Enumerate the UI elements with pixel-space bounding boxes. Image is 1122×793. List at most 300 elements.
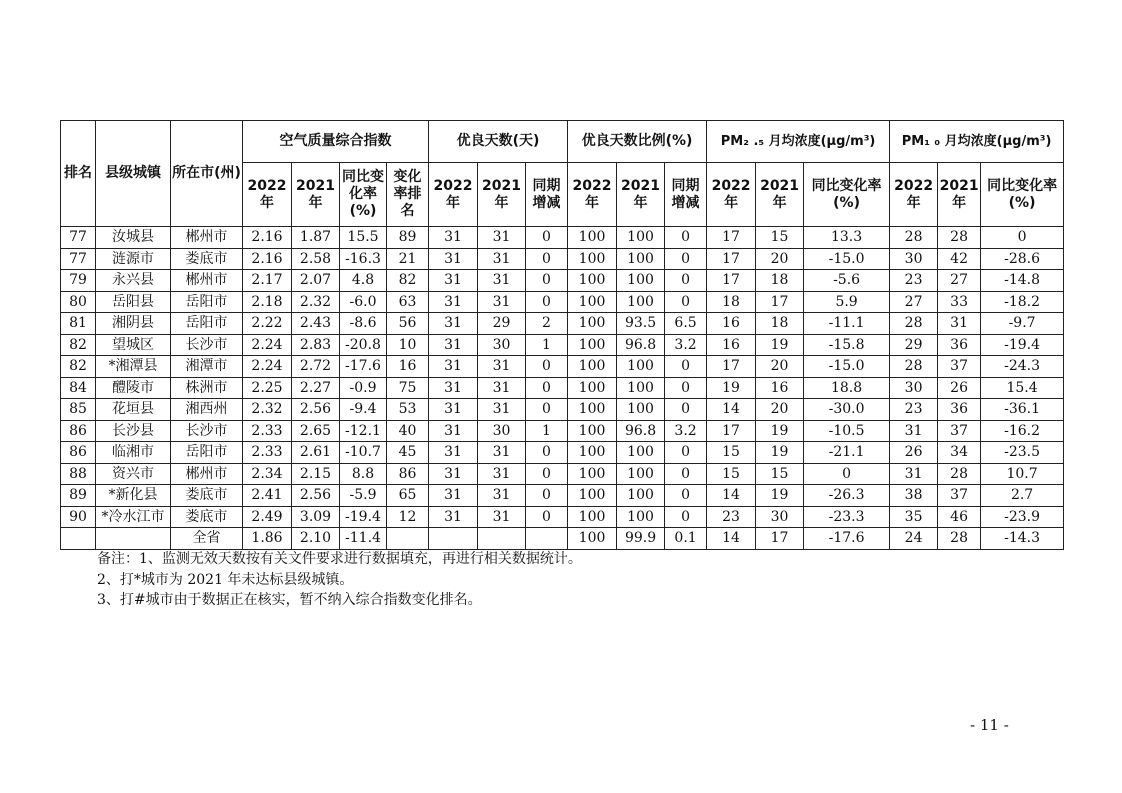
table-cell: 永兴县 xyxy=(96,270,171,292)
table-cell: 2.61 xyxy=(292,442,340,464)
table-cell: -16.2 xyxy=(981,420,1064,442)
table-cell: 醴陵市 xyxy=(96,377,171,399)
table-cell: 2.33 xyxy=(243,442,292,464)
table-cell xyxy=(429,528,478,550)
table-cell: 2.49 xyxy=(243,506,292,528)
table-cell: 全省 xyxy=(171,528,243,550)
table-cell: -5.9 xyxy=(340,485,387,507)
table-cell: -14.3 xyxy=(981,528,1064,550)
header-pm10-yoy: 同比变化率(%) xyxy=(981,163,1064,227)
table-cell: 2.07 xyxy=(292,270,340,292)
table-cell: 31 xyxy=(890,420,938,442)
table-cell: -17.6 xyxy=(340,356,387,378)
table-cell: 岳阳市 xyxy=(171,313,243,335)
table-cell: 82 xyxy=(387,270,429,292)
table-cell: 8.8 xyxy=(340,463,387,485)
table-cell: 30 xyxy=(890,377,938,399)
table-cell: 31 xyxy=(478,442,526,464)
table-cell: 99.9 xyxy=(617,528,665,550)
table-cell: 100 xyxy=(617,506,665,528)
table-cell: 娄底市 xyxy=(171,485,243,507)
header-group-aqi: 空气质量综合指数 xyxy=(243,121,429,163)
table-cell: 1 xyxy=(526,334,568,356)
table-cell xyxy=(526,528,568,550)
table-cell: 28 xyxy=(890,227,938,249)
table-cell: 2 xyxy=(526,313,568,335)
table-cell: 2.25 xyxy=(243,377,292,399)
table-cell: -26.3 xyxy=(804,485,890,507)
table-cell: 14 xyxy=(707,528,756,550)
table-cell: 31 xyxy=(429,442,478,464)
table-cell: 100 xyxy=(568,291,617,313)
table-cell: 20 xyxy=(756,356,804,378)
table-cell: 15 xyxy=(707,442,756,464)
table-cell: 31 xyxy=(890,463,938,485)
table-cell: 28 xyxy=(938,227,981,249)
table-cell: 100 xyxy=(568,377,617,399)
table-cell: 10 xyxy=(387,334,429,356)
table-cell: 2.16 xyxy=(243,248,292,270)
table-cell: 33 xyxy=(938,291,981,313)
table-cell: 17 xyxy=(756,528,804,550)
table-cell: 100 xyxy=(568,356,617,378)
table-cell: 42 xyxy=(938,248,981,270)
table-cell: 29 xyxy=(478,313,526,335)
table-cell: 2.16 xyxy=(243,227,292,249)
table-row xyxy=(61,485,1064,507)
table-cell: 100 xyxy=(617,356,665,378)
table-body xyxy=(61,227,1064,550)
table-cell: 娄底市 xyxy=(171,248,243,270)
table-cell: 31 xyxy=(478,227,526,249)
table-cell: 31 xyxy=(429,291,478,313)
table-cell: 28 xyxy=(938,463,981,485)
header-pm25-yoy: 同比变化率(%) xyxy=(804,163,890,227)
table-cell: 17 xyxy=(756,291,804,313)
table-cell: 82 xyxy=(61,334,96,356)
table-cell: -23.5 xyxy=(981,442,1064,464)
header-group-pm10: PM₁ ₀ 月均浓度(μg/m³) xyxy=(890,121,1064,163)
table-cell: 娄底市 xyxy=(171,506,243,528)
header-aqi-rank: 变化率排名 xyxy=(387,163,429,227)
table-cell: 37 xyxy=(938,485,981,507)
table-cell: -10.5 xyxy=(804,420,890,442)
table-cell: 31 xyxy=(429,227,478,249)
table-cell: 100 xyxy=(568,248,617,270)
table-cell: 100 xyxy=(568,442,617,464)
table-cell: 28 xyxy=(890,313,938,335)
table-cell: 15.5 xyxy=(340,227,387,249)
table-cell: 株洲市 xyxy=(171,377,243,399)
table-cell xyxy=(478,528,526,550)
header-days-change: 同期增减 xyxy=(526,163,568,227)
table-row xyxy=(61,506,1064,528)
table-cell: 2.15 xyxy=(292,463,340,485)
table-cell: 15 xyxy=(707,463,756,485)
table-cell: 13.3 xyxy=(804,227,890,249)
table-row xyxy=(61,377,1064,399)
table-cell: 2.32 xyxy=(243,399,292,421)
table-cell: *新化县 xyxy=(96,485,171,507)
table-cell: 31 xyxy=(429,313,478,335)
table-cell: 100 xyxy=(568,463,617,485)
table-cell: 0 xyxy=(665,270,707,292)
table-cell: -9.4 xyxy=(340,399,387,421)
table-cell: 0 xyxy=(526,291,568,313)
table-cell: -24.3 xyxy=(981,356,1064,378)
table-cell: 31 xyxy=(429,248,478,270)
table-cell: 岳阳市 xyxy=(171,291,243,313)
table-cell: 31 xyxy=(478,485,526,507)
table-cell: 100 xyxy=(617,399,665,421)
table-cell: 郴州市 xyxy=(171,227,243,249)
table-cell: 65 xyxy=(387,485,429,507)
table-cell: 2.18 xyxy=(243,291,292,313)
table-cell: 63 xyxy=(387,291,429,313)
table-cell: -15.0 xyxy=(804,356,890,378)
table-cell: 89 xyxy=(61,485,96,507)
header-city: 所在市(州) xyxy=(171,121,243,227)
table-cell: -19.4 xyxy=(981,334,1064,356)
table-cell: 100 xyxy=(617,463,665,485)
table-cell: -11.1 xyxy=(804,313,890,335)
table-cell: -30.0 xyxy=(804,399,890,421)
table-cell: 31 xyxy=(429,270,478,292)
table-cell: 4.8 xyxy=(340,270,387,292)
header-ratio-2022: 2022年 xyxy=(568,163,617,227)
table-cell: 17 xyxy=(707,356,756,378)
table-cell: 100 xyxy=(568,528,617,550)
table-cell: 28 xyxy=(890,356,938,378)
table-cell: 湘西州 xyxy=(171,399,243,421)
table-row xyxy=(61,399,1064,421)
table-cell: 5.9 xyxy=(804,291,890,313)
table-cell: 0 xyxy=(665,506,707,528)
table-cell: 2.7 xyxy=(981,485,1064,507)
table-cell: -5.6 xyxy=(804,270,890,292)
table-cell: 岳阳县 xyxy=(96,291,171,313)
table-cell: -36.1 xyxy=(981,399,1064,421)
table-cell: 89 xyxy=(387,227,429,249)
table-cell: 2.72 xyxy=(292,356,340,378)
table-cell: 26 xyxy=(890,442,938,464)
table-cell: -21.1 xyxy=(804,442,890,464)
table-cell: 0 xyxy=(804,463,890,485)
table-cell: 15 xyxy=(756,463,804,485)
table-cell: 31 xyxy=(478,248,526,270)
header-aqi-yoy: 同比变化率(%) xyxy=(340,163,387,227)
header-rank: 排名 xyxy=(61,121,96,227)
table-cell: 0.1 xyxy=(665,528,707,550)
table-cell: -6.0 xyxy=(340,291,387,313)
table-cell: 2.56 xyxy=(292,399,340,421)
table-cell: 23 xyxy=(707,506,756,528)
table-cell: 0 xyxy=(526,442,568,464)
table-row xyxy=(61,248,1064,270)
table-cell: 75 xyxy=(387,377,429,399)
header-ratio-change: 同期增减 xyxy=(665,163,707,227)
table-cell: 86 xyxy=(61,420,96,442)
table-cell: 1.87 xyxy=(292,227,340,249)
table-cell: 0 xyxy=(665,291,707,313)
table-cell: 20 xyxy=(756,248,804,270)
table-cell: 26 xyxy=(938,377,981,399)
table-row xyxy=(61,270,1064,292)
table-cell: 36 xyxy=(938,334,981,356)
table-cell: -18.2 xyxy=(981,291,1064,313)
page-number: - 11 - xyxy=(970,716,1009,734)
table-row xyxy=(61,334,1064,356)
table-cell: 86 xyxy=(61,442,96,464)
table-cell: -15.0 xyxy=(804,248,890,270)
table-cell: -0.9 xyxy=(340,377,387,399)
table-cell: 100 xyxy=(568,506,617,528)
table-row xyxy=(61,313,1064,335)
table-cell: *冷水江市 xyxy=(96,506,171,528)
table-cell: 2.43 xyxy=(292,313,340,335)
table-cell: 长沙县 xyxy=(96,420,171,442)
table-row xyxy=(61,442,1064,464)
table-cell: 30 xyxy=(890,248,938,270)
table-cell: 81 xyxy=(61,313,96,335)
table-cell: 96.8 xyxy=(617,420,665,442)
table-cell: 花垣县 xyxy=(96,399,171,421)
table-cell: 18.8 xyxy=(804,377,890,399)
table-row xyxy=(61,227,1064,249)
header-aqi-2021: 2021年 xyxy=(292,163,340,227)
table-row xyxy=(61,528,1064,550)
table-cell: 6.5 xyxy=(665,313,707,335)
table-cell: -20.8 xyxy=(340,334,387,356)
table-cell: 2.41 xyxy=(243,485,292,507)
table-cell: 郴州市 xyxy=(171,270,243,292)
table-cell: 85 xyxy=(61,399,96,421)
header-pm10-2021: 2021年 xyxy=(938,163,981,227)
header-pm25-2021: 2021年 xyxy=(756,163,804,227)
table-cell: -16.3 xyxy=(340,248,387,270)
table-cell: -10.7 xyxy=(340,442,387,464)
table-cell: 100 xyxy=(568,270,617,292)
table-cell: 涟源市 xyxy=(96,248,171,270)
table-cell: 2.83 xyxy=(292,334,340,356)
table-cell: 郴州市 xyxy=(171,463,243,485)
table-cell: 31 xyxy=(429,334,478,356)
table-cell: 临湘市 xyxy=(96,442,171,464)
table-cell: 湘阴县 xyxy=(96,313,171,335)
table-cell: 3.2 xyxy=(665,334,707,356)
table-cell: 0 xyxy=(665,463,707,485)
header-group-pm25: PM₂ .₅ 月均浓度(μg/m³) xyxy=(707,121,890,163)
table-cell: 20 xyxy=(756,399,804,421)
table-cell xyxy=(387,528,429,550)
table-cell: 46 xyxy=(938,506,981,528)
table-cell: 12 xyxy=(387,506,429,528)
table-cell: 14 xyxy=(707,399,756,421)
table-cell: 2.33 xyxy=(243,420,292,442)
table-cell: 0 xyxy=(665,248,707,270)
table-cell: 16 xyxy=(756,377,804,399)
table-cell: 30 xyxy=(478,334,526,356)
table-cell: -19.4 xyxy=(340,506,387,528)
table-cell: 17 xyxy=(707,227,756,249)
air-quality-table xyxy=(60,120,1064,550)
table-cell: 53 xyxy=(387,399,429,421)
table-cell: 2.34 xyxy=(243,463,292,485)
table-cell: 34 xyxy=(938,442,981,464)
table-cell: 10.7 xyxy=(981,463,1064,485)
table-cell: 2.24 xyxy=(243,356,292,378)
table-cell: 100 xyxy=(568,334,617,356)
table-cell: 38 xyxy=(890,485,938,507)
table-cell: 2.22 xyxy=(243,313,292,335)
table-cell: 18 xyxy=(756,270,804,292)
table-cell: 0 xyxy=(526,377,568,399)
table-cell: 21 xyxy=(387,248,429,270)
table-cell: 100 xyxy=(617,227,665,249)
table-cell: 24 xyxy=(890,528,938,550)
header-group-good-ratio: 优良天数比例(%) xyxy=(568,121,707,163)
table-cell: 45 xyxy=(387,442,429,464)
table-cell: 100 xyxy=(617,248,665,270)
table-cell: 16 xyxy=(387,356,429,378)
table-cell: 96.8 xyxy=(617,334,665,356)
note-2: 2、打*城市为 2021 年未达标县级城镇。 xyxy=(97,571,354,588)
table-cell: 19 xyxy=(707,377,756,399)
table-cell: 长沙市 xyxy=(171,334,243,356)
table-cell: 17 xyxy=(707,270,756,292)
table-cell: 0 xyxy=(665,442,707,464)
table-cell: 2.32 xyxy=(292,291,340,313)
table-cell: 36 xyxy=(938,399,981,421)
table-cell: 3.2 xyxy=(665,420,707,442)
table-cell: 86 xyxy=(387,463,429,485)
table-cell: 31 xyxy=(429,356,478,378)
table-cell: 0 xyxy=(526,485,568,507)
table-cell: 80 xyxy=(61,291,96,313)
header-county: 县级城镇 xyxy=(96,121,171,227)
table-cell: -9.7 xyxy=(981,313,1064,335)
table-cell: 0 xyxy=(526,356,568,378)
table-cell: 0 xyxy=(526,463,568,485)
table-row xyxy=(61,356,1064,378)
table-cell: 31 xyxy=(429,506,478,528)
table-cell: 31 xyxy=(429,399,478,421)
table-cell: 31 xyxy=(478,291,526,313)
table-cell: 0 xyxy=(526,399,568,421)
table-cell: -23.9 xyxy=(981,506,1064,528)
table-cell: -11.4 xyxy=(340,528,387,550)
header-pm25-2022: 2022年 xyxy=(707,163,756,227)
table-cell: 14 xyxy=(707,485,756,507)
table-cell: 19 xyxy=(756,334,804,356)
table-cell: 0 xyxy=(526,506,568,528)
table-cell: 岳阳市 xyxy=(171,442,243,464)
table-cell: 77 xyxy=(61,227,96,249)
table-cell: 0 xyxy=(981,227,1064,249)
note-3: 3、打#城市由于数据正在核实，暂不纳入综合指数变化排名。 xyxy=(97,592,482,608)
table-cell: 0 xyxy=(665,356,707,378)
header-group-good-days: 优良天数(天) xyxy=(429,121,568,163)
table-cell: -8.6 xyxy=(340,313,387,335)
table-cell: 1 xyxy=(526,420,568,442)
table-cell: 2.56 xyxy=(292,485,340,507)
table-cell: 100 xyxy=(617,291,665,313)
header-aqi-2022: 2022年 xyxy=(243,163,292,227)
table-cell: 29 xyxy=(890,334,938,356)
table-cell: 100 xyxy=(617,270,665,292)
table-cell: -17.6 xyxy=(804,528,890,550)
table-cell: 0 xyxy=(665,227,707,249)
table-cell: 37 xyxy=(938,420,981,442)
table-cell xyxy=(96,528,171,550)
table-cell: 100 xyxy=(568,399,617,421)
table-cell: 16 xyxy=(707,313,756,335)
table-cell: 19 xyxy=(756,420,804,442)
table-row xyxy=(61,463,1064,485)
table-cell: 27 xyxy=(938,270,981,292)
header-pm10-2022: 2022年 xyxy=(890,163,938,227)
table-cell: 0 xyxy=(526,270,568,292)
table-cell: 长沙市 xyxy=(171,420,243,442)
table-cell: 31 xyxy=(429,463,478,485)
table-cell: 19 xyxy=(756,485,804,507)
table-cell: -14.8 xyxy=(981,270,1064,292)
table-cell: 湘潭市 xyxy=(171,356,243,378)
table-cell: 28 xyxy=(938,528,981,550)
table-cell: 84 xyxy=(61,377,96,399)
table-cell: 35 xyxy=(890,506,938,528)
table-cell: 100 xyxy=(617,485,665,507)
table-cell: 23 xyxy=(890,399,938,421)
table-cell: 100 xyxy=(568,227,617,249)
table-cell: 0 xyxy=(526,227,568,249)
header-days-2022: 2022年 xyxy=(429,163,478,227)
table-cell: 望城区 xyxy=(96,334,171,356)
note-1: 备注：1、监测无效天数按有关文件要求进行数据填充，再进行相关数据统计。 xyxy=(97,551,582,567)
table-cell: -12.1 xyxy=(340,420,387,442)
table-cell: 2.65 xyxy=(292,420,340,442)
table-cell: 18 xyxy=(756,313,804,335)
table-cell: 2.24 xyxy=(243,334,292,356)
table-cell: 31 xyxy=(478,506,526,528)
table-cell: 31 xyxy=(478,270,526,292)
table-cell: 30 xyxy=(478,420,526,442)
table-cell: 0 xyxy=(526,248,568,270)
table-cell: 31 xyxy=(429,420,478,442)
table-cell: 1.86 xyxy=(243,528,292,550)
table-cell: 100 xyxy=(617,442,665,464)
table-cell: 18 xyxy=(707,291,756,313)
table-cell: 31 xyxy=(478,463,526,485)
table-cell: 93.5 xyxy=(617,313,665,335)
table-row xyxy=(61,420,1064,442)
header-days-2021: 2021年 xyxy=(478,163,526,227)
table-cell: 100 xyxy=(617,377,665,399)
table-cell: 31 xyxy=(938,313,981,335)
table-cell: 82 xyxy=(61,356,96,378)
table-cell: 17 xyxy=(707,420,756,442)
table-cell: 100 xyxy=(568,485,617,507)
table-cell: 40 xyxy=(387,420,429,442)
table-cell: 100 xyxy=(568,313,617,335)
table-cell: 31 xyxy=(478,399,526,421)
table-cell: 0 xyxy=(665,377,707,399)
table-row xyxy=(61,291,1064,313)
header-ratio-2021: 2021年 xyxy=(617,163,665,227)
table-cell: 0 xyxy=(665,399,707,421)
table-cell: 31 xyxy=(429,485,478,507)
table-cell: 31 xyxy=(478,377,526,399)
